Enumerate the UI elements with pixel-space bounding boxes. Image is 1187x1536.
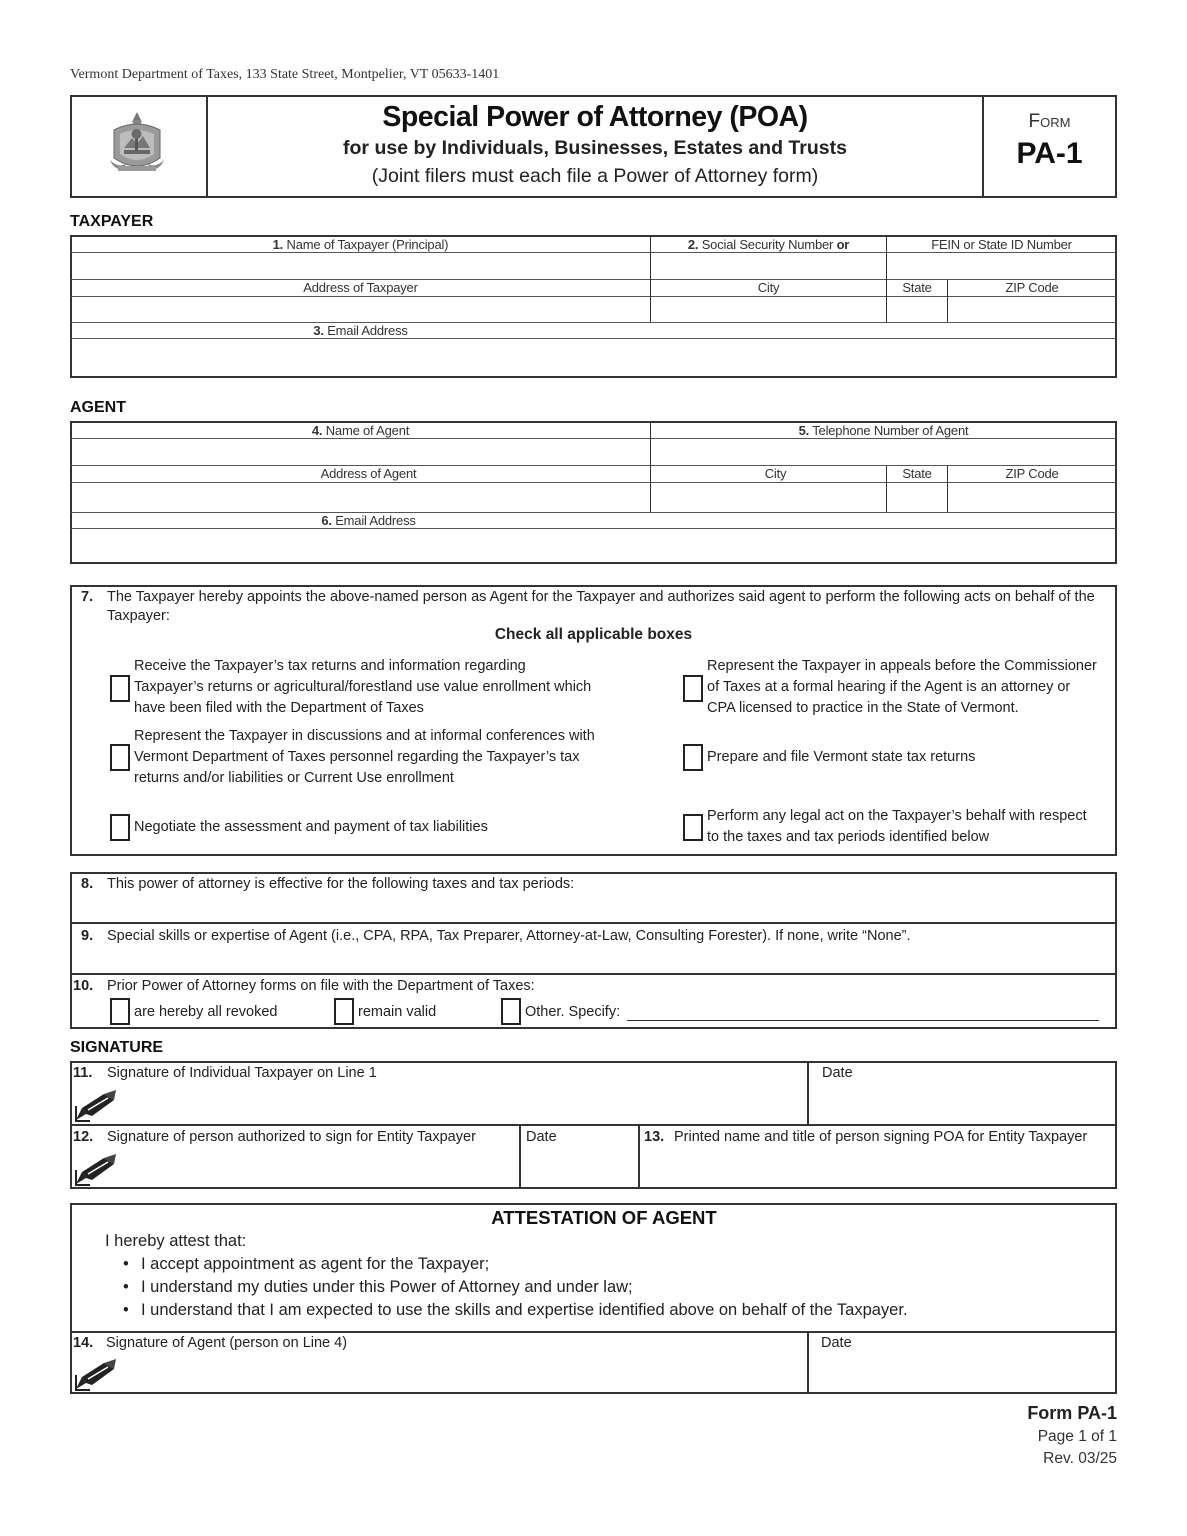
- sig-v3: [638, 1125, 640, 1187]
- attest-divider: [71, 1331, 1116, 1333]
- checkbox-other[interactable]: [501, 998, 521, 1025]
- section9-text: Special skills or expertise of Agent (i.e., CPA, RPA, Tax Preparer, Attorney-at-Law, Consulting Forester). If none, write “None”.: [107, 928, 911, 944]
- section10-number: 10.: [73, 978, 94, 994]
- section7-text-line2: Taxpayer:: [107, 608, 170, 624]
- agent-state-field[interactable]: [888, 484, 946, 511]
- agent-state-label: State: [902, 466, 932, 481]
- sig-v2: [519, 1125, 521, 1187]
- attestation-bullet-dot: •: [123, 1301, 129, 1319]
- sig-divider: [71, 1124, 1116, 1126]
- s14-date-label: Date: [821, 1335, 852, 1351]
- checkbox-revoked[interactable]: [110, 998, 130, 1025]
- section8-field[interactable]: [107, 896, 1112, 920]
- taxpayer-city-label: City: [757, 280, 780, 295]
- attestation-heading: ATTESTATION OF AGENT: [491, 1207, 717, 1228]
- s12-number: 12.: [73, 1129, 94, 1145]
- attestation-bullet-3: I understand that I am expected to use the skills and expertise identified above on behalf of the Taxpayer.: [141, 1301, 908, 1319]
- s12-signature-field[interactable]: [122, 1150, 514, 1184]
- taxpayer-heading: TAXPAYER: [70, 213, 154, 230]
- agent-city-label: City: [764, 466, 787, 481]
- taxpayer-address-label: Address of Taxpayer: [303, 280, 418, 295]
- taxpayer-city-field[interactable]: [652, 298, 885, 321]
- taxpayer-email-field[interactable]: [72, 340, 1115, 376]
- pen-icon: [74, 1152, 120, 1186]
- checkbox-represent-appeals[interactable]: [683, 675, 703, 702]
- vermont-seal-icon: [106, 108, 168, 176]
- taxpayer-email-label: 3. Email Address: [313, 323, 408, 338]
- checkbox-remain-valid[interactable]: [334, 998, 354, 1025]
- option-revoked-label: are hereby all revoked: [134, 1004, 278, 1020]
- s12-date-field[interactable]: [524, 1150, 634, 1184]
- option-prepare-file: Prepare and file Vermont state tax returns: [707, 749, 976, 765]
- s11-date-label: Date: [822, 1065, 853, 1081]
- taxpayer-ssn-label: 2. Social Security Number or: [687, 237, 850, 252]
- option-represent-discussions: Represent the Taxpayer in discussions and at informal conferences with Vermont Department of Taxes personnel regarding the Taxpayer’s tax returns and/or liabilities or Current Use enrollment: [134, 728, 595, 786]
- section8-number: 8.: [81, 876, 94, 892]
- attestation-intro: I hereby attest that:: [105, 1232, 247, 1250]
- pen-icon: [74, 1088, 120, 1122]
- form-note: (Joint filers must each file a Power of Attorney form): [371, 165, 819, 187]
- option-other-label: Other. Specify:: [525, 1004, 621, 1020]
- taxpayer-state-label: State: [902, 280, 932, 295]
- taxpayer-zip-label: ZIP Code: [1005, 280, 1059, 295]
- section9-number: 9.: [81, 928, 94, 944]
- agent-phone-field[interactable]: [652, 440, 1115, 464]
- attestation-bullet-dot: •: [123, 1278, 129, 1296]
- tp-line-c: [71, 296, 1116, 297]
- agent-zip-label: ZIP Code: [1005, 466, 1059, 481]
- attest-v1: [807, 1332, 809, 1393]
- other-specify-field[interactable]: [627, 1020, 1099, 1021]
- agent-address-field[interactable]: [72, 484, 649, 511]
- taxpayer-name-field[interactable]: [72, 254, 649, 278]
- s12-label: Signature of person authorized to sign for Entity Taxpayer: [107, 1129, 476, 1145]
- s13-number: 13.: [644, 1129, 665, 1145]
- agent-name-label: 4. Name of Agent: [311, 423, 410, 438]
- checkbox-represent-discussions[interactable]: [110, 744, 130, 771]
- sig-v1: [807, 1062, 809, 1124]
- agent-name-field[interactable]: [72, 440, 649, 464]
- attestation-bullet-1: I accept appointment as agent for the Taxpayer;: [141, 1255, 490, 1273]
- footer-form-number: Form PA-1: [1027, 1403, 1117, 1423]
- form-title: Special Power of Attorney (POA): [382, 101, 808, 133]
- s11-date-field[interactable]: [812, 1088, 1112, 1120]
- s9-divider: [71, 973, 1116, 975]
- s13-printed-name-field[interactable]: [644, 1150, 1112, 1184]
- agent-zip-field[interactable]: [949, 484, 1115, 511]
- section9-field[interactable]: [107, 948, 1112, 972]
- form-word: Form: [1028, 111, 1071, 132]
- section7-text-line1: The Taxpayer hereby appoints the above-named person as Agent for the Taxpayer and authorizes said agent to perform the following acts on behalf of the: [107, 589, 1095, 605]
- section8-text: This power of attorney is effective for the following taxes and tax periods:: [107, 876, 575, 892]
- taxpayer-address-field[interactable]: [72, 298, 649, 321]
- checkbox-negotiate[interactable]: [110, 814, 130, 841]
- s11-signature-field[interactable]: [122, 1088, 802, 1120]
- taxpayer-state-field[interactable]: [888, 298, 946, 321]
- department-address: Vermont Department of Taxes, 133 State Street, Montpelier, VT 05633-1401: [70, 67, 500, 82]
- checkbox-receive-returns[interactable]: [110, 675, 130, 702]
- taxpayer-ssn-field[interactable]: [652, 254, 885, 278]
- taxpayer-name-label: 1. Name of Taxpayer (Principal): [272, 237, 449, 252]
- s14-signature-field[interactable]: [122, 1355, 802, 1389]
- ag-line-e: [71, 528, 1116, 529]
- checkbox-legal-act[interactable]: [683, 814, 703, 841]
- ag-line-a: [71, 438, 1116, 439]
- agent-city-field[interactable]: [652, 484, 885, 511]
- agent-address-label: Address of Agent: [320, 466, 417, 481]
- s11-label: Signature of Individual Taxpayer on Line 1: [107, 1065, 377, 1081]
- signature-heading: SIGNATURE: [70, 1039, 164, 1056]
- option-legal-act: Perform any legal act on the Taxpayer’s behalf with respect to the taxes and tax periods identified below: [707, 808, 1087, 845]
- form-number: PA-1: [1016, 137, 1083, 170]
- taxpayer-fein-label: FEIN or State ID Number: [931, 237, 1072, 252]
- ag-line-c: [71, 482, 1116, 483]
- section10-text: Prior Power of Attorney forms on file with the Department of Taxes:: [107, 978, 535, 994]
- s12-date-label: Date: [526, 1129, 557, 1145]
- s11-number: 11.: [73, 1065, 93, 1081]
- section7-number: 7.: [81, 589, 94, 605]
- option-valid-label: remain valid: [358, 1004, 437, 1020]
- s8-divider: [71, 922, 1116, 924]
- attestation-bullet-2: I understand my duties under this Power of Attorney and under law;: [141, 1278, 633, 1296]
- attestation-bullet-dot: •: [123, 1255, 129, 1273]
- taxpayer-fein-field[interactable]: [888, 254, 1115, 278]
- agent-heading: AGENT: [70, 399, 126, 416]
- agent-email-field[interactable]: [72, 530, 1115, 562]
- checkbox-prepare-file[interactable]: [683, 744, 703, 771]
- taxpayer-zip-field[interactable]: [949, 298, 1115, 321]
- agent-phone-label: 5. Telephone Number of Agent: [798, 423, 969, 438]
- s14-date-field[interactable]: [812, 1355, 1112, 1389]
- option-represent-appeals: Represent the Taxpayer in appeals before the Commissioner of Taxes at a formal hearing if the Agent is an attorney or CPA licensed to practice in the State of Vermont.: [707, 658, 1097, 716]
- option-negotiate: Negotiate the assessment and payment of tax liabilities: [134, 819, 488, 835]
- agent-email-label: 6. Email Address: [321, 513, 416, 528]
- option-receive-returns: Receive the Taxpayer’s tax returns and information regarding Taxpayer’s returns or agricultural/forestland use value enrollment which have been filed with the Department of Taxes: [134, 658, 592, 716]
- pen-icon: [74, 1357, 120, 1391]
- footer-revision: Rev. 03/25: [1043, 1450, 1117, 1467]
- form-subtitle: for use by Individuals, Businesses, Estates and Trusts: [343, 137, 847, 159]
- s13-label: Printed name and title of person signing POA for Entity Taxpayer: [674, 1129, 1088, 1145]
- tp-line-e: [71, 338, 1116, 339]
- s14-label: Signature of Agent (person on Line 4): [106, 1335, 348, 1351]
- s14-number: 14.: [73, 1335, 94, 1351]
- tp-line-a: [71, 252, 1116, 253]
- footer-page: Page 1 of 1: [1037, 1428, 1117, 1445]
- check-all-heading: Check all applicable boxes: [494, 626, 693, 643]
